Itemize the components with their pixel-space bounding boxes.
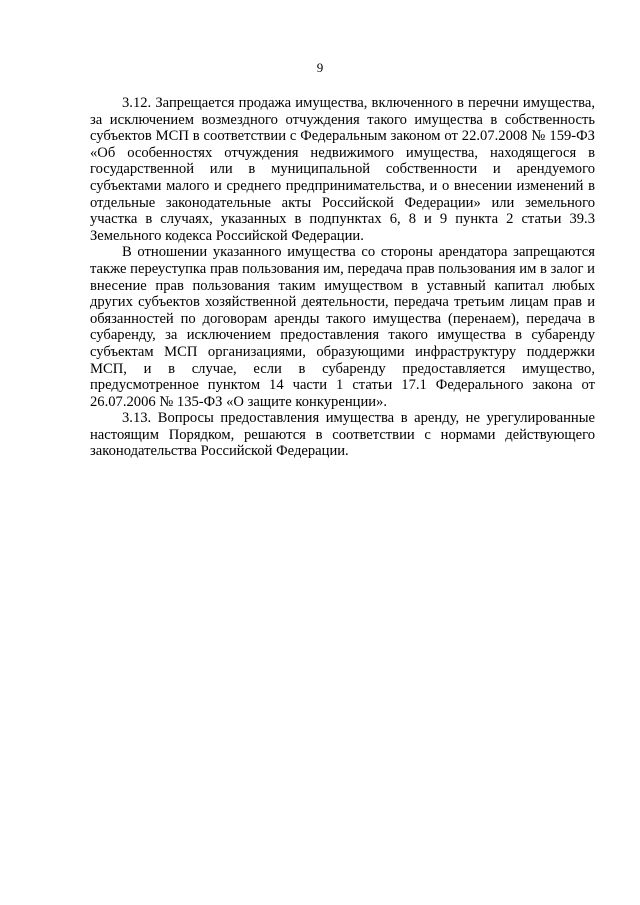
paragraph-3-12: 3.12. Запрещается продажа имущества, включенного в перечни имущества, за исключением возмездного отчуждения такого имущества в собственность субъектов МСП в соответствии с Федеральным законом от 22.07.2008 № 159-ФЗ «Об особенностях отчуждения недвижимого имущества, находящегося в государственной или в муниципальной собственности и арендуемого субъектами малого и среднего предпринимательства, и о внесении изменений в отдельные законодательные акты Российской Федерации» или земельного участка в случаях, указанных в подпунктах 6, 8 и 9 пункта 2 статьи 39.3 Земельного кодекса Российской Федерации. (90, 95, 595, 244)
document-body (90, 95, 595, 460)
paragraph-sublease-restrictions: В отношении указанного имущества со стороны арендатора запрещаются также переуступка прав пользования им, передача прав пользования им в залог и внесение прав пользования таким имуществом в уставный капитал любых других субъектов хозяйственной деятельности, передача третьим лицам прав и обязанностей по договорам аренды такого имущества (перенаем), передача в субаренду, за исключением предоставления такого имущества в субаренду субъектам МСП организациями, образующими инфраструктуру поддержки МСП, и в случае, если в субаренду предоставляется имущество, предусмотренное пунктом 14 части 1 статьи 17.1 Федерального закона от 26.07.2006 № 135-ФЗ «О защите конкуренции». (90, 244, 595, 410)
page-number: 9 (316, 60, 324, 75)
paragraph-3-13: 3.13. Вопросы предоставления имущества в аренду, не урегулированные настоящим Порядком, решаются в соответствии с нормами действующего законодательства Российской Федерации. (90, 410, 595, 460)
